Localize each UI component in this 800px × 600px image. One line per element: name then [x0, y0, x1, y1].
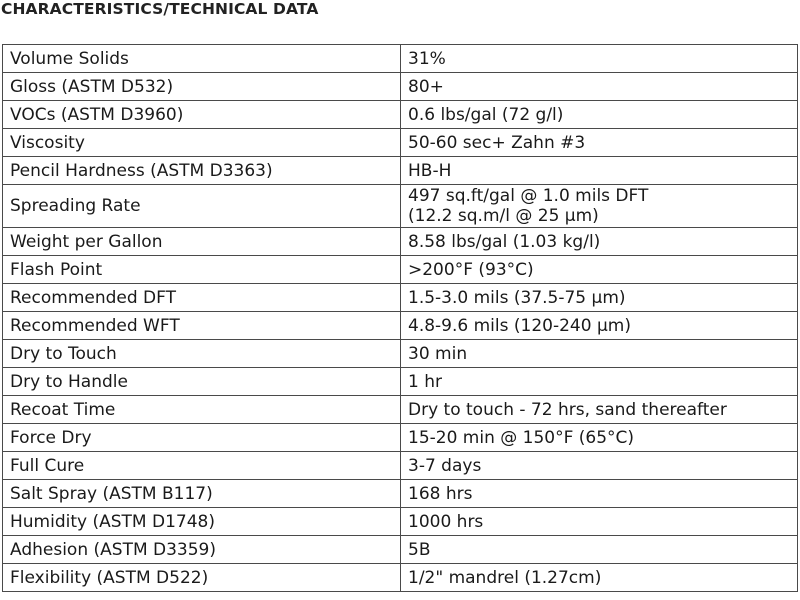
table-row — [3, 508, 798, 536]
value-line: 30 min — [408, 343, 468, 364]
value-cell — [401, 368, 798, 396]
property-cell: Pencil Hardness (ASTM D3363) — [3, 157, 401, 185]
value-line: Dry to touch - 72 hrs, sand thereafter — [408, 399, 727, 420]
value-cell — [401, 564, 798, 592]
value-cell — [401, 45, 798, 73]
property-cell: Spreading Rate — [3, 185, 401, 228]
table-row — [3, 396, 798, 424]
table-row — [3, 424, 798, 452]
value-cell — [401, 536, 798, 564]
property-cell: Recoat Time — [3, 396, 401, 424]
property-cell: Weight per Gallon — [3, 228, 401, 256]
value-cell — [401, 452, 798, 480]
table-row — [3, 101, 798, 129]
table-row — [3, 228, 798, 256]
table-row — [3, 452, 798, 480]
table-row — [3, 129, 798, 157]
value-line: 497 sq.ft/gal @ 1.0 mils DFT — [408, 186, 649, 206]
value-line: 8.58 lbs/gal (1.03 kg/l) — [408, 231, 601, 252]
value-cell — [401, 396, 798, 424]
value-cell — [401, 340, 798, 368]
value-line: (12.2 sq.m/l @ 25 µm) — [408, 206, 599, 226]
value-line: HB-H — [408, 160, 452, 181]
value-cell — [401, 129, 798, 157]
table-row — [3, 256, 798, 284]
value-line: 1000 hrs — [408, 511, 484, 532]
table-row — [3, 284, 798, 312]
value-cell — [401, 256, 798, 284]
technical-data-table — [2, 44, 798, 592]
property-cell: Full Cure — [3, 452, 401, 480]
property-cell: Adhesion (ASTM D3359) — [3, 536, 401, 564]
value-line: 31% — [408, 48, 446, 69]
table-row — [3, 340, 798, 368]
value-cell — [401, 312, 798, 340]
value-line: 1.5-3.0 mils (37.5-75 µm) — [408, 287, 626, 308]
table-row — [3, 368, 798, 396]
value-line: 168 hrs — [408, 483, 473, 504]
property-cell: Volume Solids — [3, 45, 401, 73]
value-line: >200°F (93°C) — [408, 259, 534, 280]
table-row — [3, 185, 798, 228]
table-row — [3, 480, 798, 508]
property-cell: VOCs (ASTM D3960) — [3, 101, 401, 129]
property-cell: Flash Point — [3, 256, 401, 284]
value-cell — [401, 284, 798, 312]
value-line: 50-60 sec+ Zahn #3 — [408, 132, 586, 153]
table-row — [3, 45, 798, 73]
value-line: 4.8-9.6 mils (120-240 µm) — [408, 315, 631, 336]
value-cell — [401, 508, 798, 536]
table-row — [3, 312, 798, 340]
property-cell: Salt Spray (ASTM B117) — [3, 480, 401, 508]
property-cell: Recommended WFT — [3, 312, 401, 340]
property-cell: Gloss (ASTM D532) — [3, 73, 401, 101]
value-cell — [401, 185, 798, 228]
value-line: 1 hr — [408, 371, 442, 392]
property-cell: Flexibility (ASTM D522) — [3, 564, 401, 592]
value-line: 3-7 days — [408, 455, 482, 476]
value-line: 1/2" mandrel (1.27cm) — [408, 567, 602, 588]
section-heading: CHARACTERISTICS/TECHNICAL DATA — [1, 0, 319, 18]
table-row — [3, 564, 798, 592]
value-cell — [401, 480, 798, 508]
property-cell: Recommended DFT — [3, 284, 401, 312]
property-cell: Dry to Touch — [3, 340, 401, 368]
value-line: 5B — [408, 539, 431, 560]
table-row — [3, 73, 798, 101]
property-cell: Humidity (ASTM D1748) — [3, 508, 401, 536]
value-cell — [401, 424, 798, 452]
value-line: 80+ — [408, 76, 444, 97]
technical-data-table-body — [3, 45, 798, 592]
table-row — [3, 157, 798, 185]
value-cell — [401, 73, 798, 101]
value-line: 0.6 lbs/gal (72 g/l) — [408, 104, 564, 125]
value-line: 15-20 min @ 150°F (65°C) — [408, 427, 635, 448]
value-cell — [401, 101, 798, 129]
property-cell: Force Dry — [3, 424, 401, 452]
value-cell — [401, 157, 798, 185]
table-row — [3, 536, 798, 564]
property-cell: Viscosity — [3, 129, 401, 157]
value-cell — [401, 228, 798, 256]
property-cell: Dry to Handle — [3, 368, 401, 396]
